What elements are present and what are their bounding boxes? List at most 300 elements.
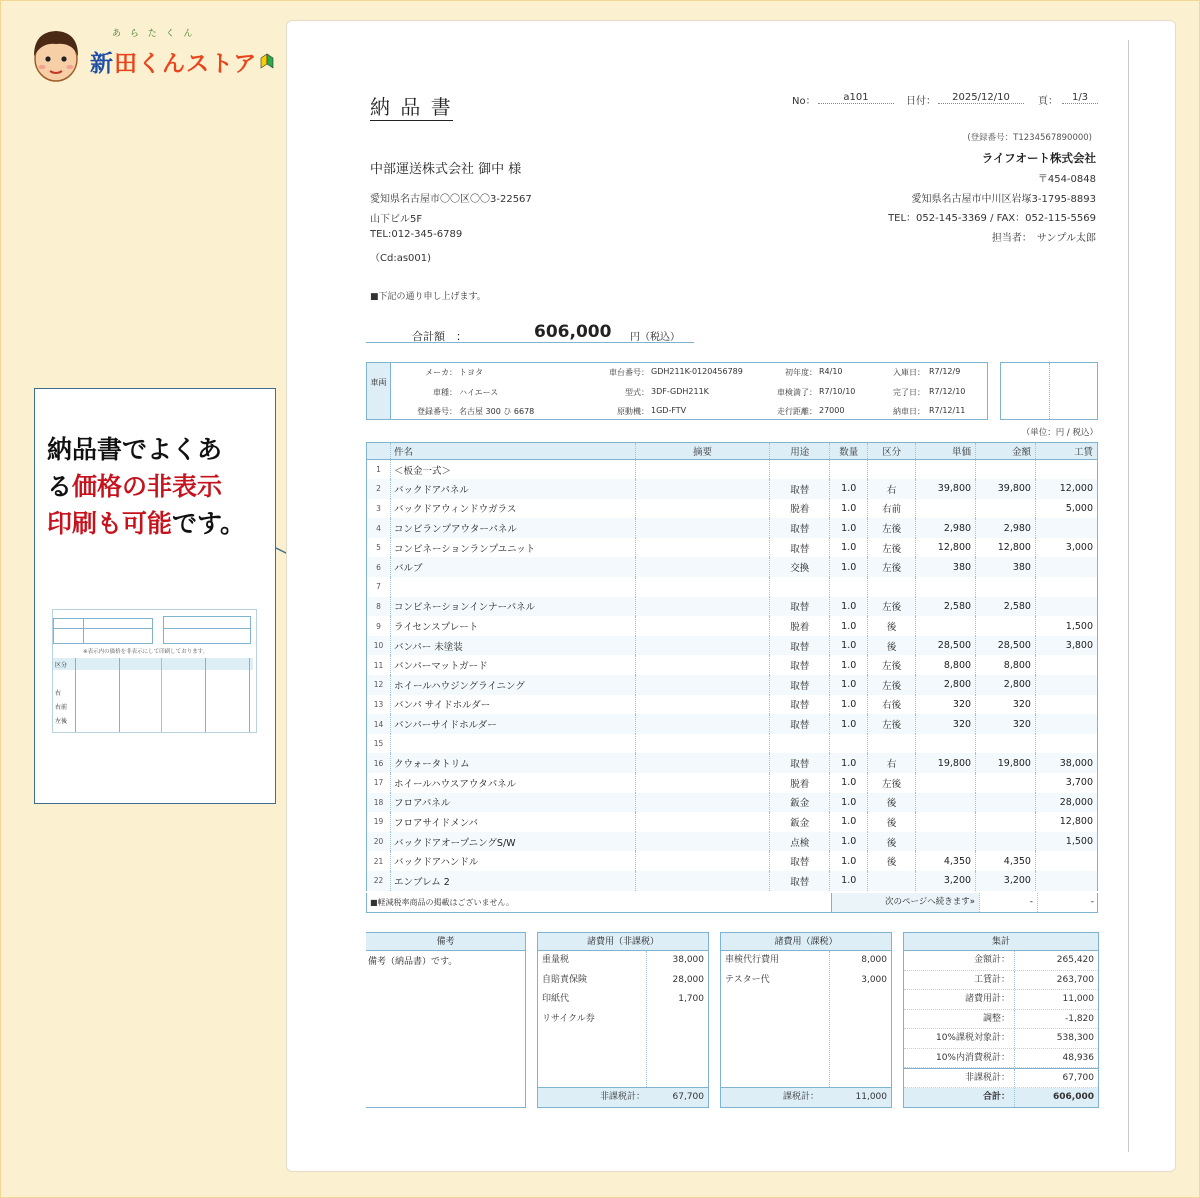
item-unit-price [916,616,976,636]
row-number: 11 [367,655,391,675]
item-use: 取替 [770,655,830,675]
item-desc [635,479,770,499]
logo-char-1: 新 [90,50,114,77]
customer-address-2: 山下ビル5F [370,214,423,225]
row-number: 19 [367,812,391,832]
table-row [367,460,1098,480]
row-number: 12 [367,675,391,695]
item-use: 脱着 [770,616,830,636]
company-zip: 〒454-0848 [1037,174,1096,185]
item-unit-price [916,499,976,519]
item-name: バックドアハンドル [390,851,635,871]
item-use [770,734,830,754]
item-unit-price [916,773,976,793]
logo-ruby: あ ら た く ん [112,29,196,39]
item-qty: 1.0 [830,518,868,538]
list-item: テスター代 3,000 [725,974,887,985]
customer-tel: TEL:012-345-6789 [370,229,463,240]
item-labor: 12,800 [1035,812,1097,832]
item-labor [1035,518,1097,538]
total-unit: 円（税込） [630,332,680,343]
items-table [366,442,1098,891]
vehicle-side-label: 車両 [367,363,391,419]
item-use: 取替 [770,538,830,558]
col-header-item-unit-price: 単価 [916,443,976,460]
item-labor: 3,700 [1035,773,1097,793]
table-row [367,851,1098,871]
vehicle-info-box: 車両 メーカ： トヨタ 車種： ハイエース 登録番号： 名古屋 300 ひ 6678 車台番号： GDH211K-0120456789 型式： 3DF-GDH211K 原動機： 1GD-FTV 初年度： R4/10 車検満了： R7/10/10 走行距離： 27000 入庫日： R7/12/9 完了日： R7/12/10 納車日： R7/12/11 [366,362,988,420]
remarks-text: 備考（納品書）です。 [368,957,458,967]
vehicle-out-date: R7/12/11 [929,406,966,415]
table-row [367,655,1098,675]
nontax-subtotal: 非課税計： 67,700 [538,1087,708,1107]
table-row [367,557,1098,577]
item-use: 取替 [770,851,830,871]
boy-face-icon [28,26,84,84]
item-side [868,460,916,480]
table-row [367,616,1098,636]
item-side: 後 [868,616,916,636]
summary-box [903,932,1099,1108]
list-item: 重量税 38,000 [542,955,704,965]
item-desc [635,793,770,813]
item-use: 鈑金 [770,812,830,832]
item-amount: 3,200 [976,871,1036,891]
item-side: 右後 [868,695,916,715]
item-amount [976,773,1036,793]
item-name: ライセンスプレート [390,616,635,636]
row-number: 6 [367,557,391,577]
stamp-box [1000,362,1098,420]
taxable-subtotal: 課税計： 11,000 [721,1087,891,1107]
list-item: 自賠責保険 28,000 [542,974,704,985]
summary-row: 工賃計： 263,700 [904,971,1098,991]
table-row [367,538,1098,558]
item-side [868,577,916,597]
item-use [770,460,830,480]
item-qty: 1.0 [830,871,868,891]
company-address: 愛知県名古屋市中川区岩塚3-1795-8893 [911,194,1096,205]
item-qty: 1.0 [830,479,868,499]
item-desc [635,499,770,519]
item-amount: 2,800 [976,675,1036,695]
footer-labor-dash: - [1037,893,1098,912]
item-side: 右 [868,753,916,773]
item-amount [976,499,1036,519]
item-name: コンビランプアウターパネル [390,518,635,538]
item-use: 取替 [770,479,830,499]
row-number: 20 [367,832,391,852]
vehicle-done-date: R7/12/10 [929,387,966,396]
item-labor [1035,597,1097,617]
list-item: リサイクル券 [542,1014,595,1025]
remarks-box [366,932,526,1108]
col-header-row-number [367,443,391,460]
item-unit-price [916,734,976,754]
list-item: 車検代行費用 8,000 [725,955,887,965]
item-desc [635,871,770,891]
item-desc [635,460,770,480]
item-qty: 1.0 [830,812,868,832]
item-unit-price: 12,800 [916,538,976,558]
item-qty: 1.0 [830,753,868,773]
item-labor: 12,000 [1035,479,1097,499]
item-side: 後 [868,851,916,871]
page-label: 頁： [1038,96,1058,107]
nontax-title: 諸費用（非課税） [538,933,708,951]
item-side: 左後 [868,773,916,793]
row-number: 4 [367,518,391,538]
item-side: 左後 [868,655,916,675]
table-row [367,577,1098,597]
item-unit-price: 4,350 [916,851,976,871]
total-label: 合計額 ： [412,330,467,343]
col-header-item-labor: 工賃 [1035,443,1097,460]
items-footer [366,893,1098,913]
table-row [367,871,1098,891]
item-qty: 1.0 [830,499,868,519]
no-value: a101 [818,92,894,104]
date-value: 2025/12/10 [938,92,1024,104]
item-amount [976,616,1036,636]
table-row [367,518,1098,538]
item-use: 交換 [770,557,830,577]
item-amount [976,734,1036,754]
vehicle-in-date: R7/12/9 [929,367,961,376]
item-use: 取替 [770,597,830,617]
item-side: 後 [868,832,916,852]
item-use: 取替 [770,695,830,715]
item-name: フロアパネル [390,793,635,813]
col-header-item-name: 件名 [390,443,635,460]
item-labor: 3,800 [1035,636,1097,656]
item-desc [635,518,770,538]
page-value: 1/3 [1062,92,1098,104]
item-name: バックドアオープニングS/W [390,832,635,852]
item-amount: 4,350 [976,851,1036,871]
item-side: 左後 [868,714,916,734]
registration-number: (登録番号：T1234567890000) [967,133,1092,143]
row-number: 18 [367,793,391,813]
item-labor [1035,714,1097,734]
item-use: 取替 [770,871,830,891]
remarks-title: 備考 [366,933,525,951]
item-name [390,577,635,597]
table-row [367,636,1098,656]
date-label: 日付： [906,96,936,107]
item-amount: 2,980 [976,518,1036,538]
store-logo [28,24,278,86]
item-desc [635,655,770,675]
item-labor: 38,000 [1035,753,1097,773]
item-name: コンビネーションインナーパネル [390,597,635,617]
summary-row: 合計： 606,000 [904,1088,1098,1108]
company-tel-fax: TEL：052-145-3369 / FAX：052-115-5569 [888,213,1096,224]
col-header-item-use: 用途 [770,443,830,460]
item-name: バックドアウィンドウガラス [390,499,635,519]
item-labor: 1,500 [1035,832,1097,852]
item-labor [1035,460,1097,480]
item-amount: 39,800 [976,479,1036,499]
item-name: クウォータトリム [390,753,635,773]
item-unit-price: 320 [916,714,976,734]
item-name: バンパーサイドホルダー [390,714,635,734]
row-number: 15 [367,734,391,754]
item-name: バンパー 未塗装 [390,636,635,656]
taxable-box [720,932,892,1108]
item-qty: 1.0 [830,538,868,558]
item-side: 左後 [868,597,916,617]
table-row [367,695,1098,715]
summary-row: 調整： -1,820 [904,1010,1098,1030]
notice-text: ■下記の通り申し上げます。 [370,292,486,302]
item-unit-price [916,793,976,813]
vehicle-mileage: 27000 [819,406,845,415]
nontax-box [537,932,709,1108]
no-label: No： [792,96,816,107]
item-desc [635,851,770,871]
table-row [367,597,1098,617]
row-number: 3 [367,499,391,519]
next-page-note: 次のページへ続きます» [831,893,979,912]
item-labor [1035,577,1097,597]
table-row [367,773,1098,793]
item-side [868,734,916,754]
item-labor [1035,675,1097,695]
item-amount: 2,580 [976,597,1036,617]
item-use: 脱着 [770,499,830,519]
item-labor: 3,000 [1035,538,1097,558]
table-row [367,714,1098,734]
row-number: 2 [367,479,391,499]
item-desc [635,695,770,715]
row-number: 22 [367,871,391,891]
item-labor [1035,557,1097,577]
item-name [390,734,635,754]
item-use: 脱着 [770,773,830,793]
item-side: 後 [868,812,916,832]
item-name: バンパ サイドホルダー [390,695,635,715]
item-desc [635,577,770,597]
item-use: 取替 [770,753,830,773]
item-name: フロアサイドメンバ [390,812,635,832]
taxable-title: 諸費用（課税） [721,933,891,951]
item-qty: 1.0 [830,851,868,871]
item-amount: 380 [976,557,1036,577]
row-number: 17 [367,773,391,793]
item-desc [635,538,770,558]
item-unit-price: 19,800 [916,753,976,773]
table-row [367,675,1098,695]
item-use: 取替 [770,518,830,538]
item-unit-price: 320 [916,695,976,715]
item-amount: 320 [976,714,1036,734]
summary-row: 諸費用計： 11,000 [904,990,1098,1010]
item-labor: 28,000 [1035,793,1097,813]
item-desc [635,773,770,793]
vehicle-chassis: GDH211K-0120456789 [651,367,743,376]
footer-note: ■軽減税率商品の掲載はございません。 [370,898,515,907]
item-desc [635,753,770,773]
item-name: ホイールハウスアウタパネル [390,773,635,793]
item-unit-price: 39,800 [916,479,976,499]
item-desc [635,714,770,734]
vehicle-first-year: R4/10 [819,367,843,376]
mini-preview: ※表示内の価格を非表示にして印刷しております。 区分 右 右前 左後 [52,609,257,733]
item-use: 鈑金 [770,793,830,813]
callout-box [34,388,276,804]
item-name: エンブレム 2 [390,871,635,891]
summary-row: 10%内消費税計： 48,936 [904,1049,1098,1069]
item-desc [635,636,770,656]
item-unit-price: 8,800 [916,655,976,675]
item-desc [635,734,770,754]
item-labor [1035,695,1097,715]
table-row [367,753,1098,773]
item-qty: 1.0 [830,636,868,656]
item-amount [976,793,1036,813]
col-header-item-desc: 摘要 [635,443,770,460]
item-name: バックドアパネル [390,479,635,499]
customer-address-1: 愛知県名古屋市〇〇区〇〇3-22567 [370,194,532,205]
item-use: 取替 [770,675,830,695]
row-number: 21 [367,851,391,871]
item-unit-price [916,460,976,480]
row-number: 5 [367,538,391,558]
company-staff: 担当者： サンプル太郎 [991,233,1096,244]
table-row [367,793,1098,813]
item-side: 右 [868,479,916,499]
item-name: ホイールハウジングライニング [390,675,635,695]
company-name: ライフオート株式会社 [981,151,1096,165]
item-qty: 1.0 [830,597,868,617]
item-amount [976,812,1036,832]
doc-title: 納 品 書 [370,95,453,119]
row-number: 1 [367,460,391,480]
row-number: 16 [367,753,391,773]
row-number: 9 [367,616,391,636]
logo-text [90,38,274,84]
col-header-item-side: 区分 [868,443,916,460]
item-side: 左後 [868,538,916,558]
item-unit-price [916,577,976,597]
item-side: 左後 [868,557,916,577]
row-number: 10 [367,636,391,656]
item-qty: 1.0 [830,616,868,636]
item-side: 後 [868,636,916,656]
summary-row: 非課税計： 67,700 [904,1068,1098,1088]
footer-amount-dash: - [979,893,1037,912]
beginner-leaf-icon [260,52,274,70]
item-qty: 1.0 [830,714,868,734]
item-qty: 1.0 [830,793,868,813]
row-number: 7 [367,577,391,597]
item-qty [830,460,868,480]
customer-name: 中部運送株式会社 御中 様 [370,162,522,177]
item-unit-price: 28,500 [916,636,976,656]
vehicle-engine: 1GD-FTV [651,406,687,415]
item-qty: 1.0 [830,695,868,715]
item-amount: 28,500 [976,636,1036,656]
item-use [770,577,830,597]
item-side: 左後 [868,675,916,695]
item-use: 取替 [770,636,830,656]
callout-text: 納品書でよくあ る価格の非表示 印刷も可能です。 [47,435,246,538]
summary-title: 集計 [904,933,1098,951]
item-desc [635,557,770,577]
item-unit-price [916,832,976,852]
item-use: 点検 [770,832,830,852]
item-amount: 12,800 [976,538,1036,558]
vehicle-plate: 名古屋 300 ひ 6678 [459,407,535,416]
item-amount [976,460,1036,480]
item-amount: 8,800 [976,655,1036,675]
table-row [367,734,1098,754]
row-number: 8 [367,597,391,617]
item-amount: 320 [976,695,1036,715]
item-labor [1035,655,1097,675]
logo-char-2: 田 [114,50,138,77]
row-number: 13 [367,695,391,715]
item-labor [1035,871,1097,891]
item-side: 後 [868,793,916,813]
item-qty: 1.0 [830,655,868,675]
item-qty: 1.0 [830,557,868,577]
summary-row: 金額計： 265,420 [904,951,1098,971]
customer-code: （Cd:as001) [370,253,432,264]
vehicle-inspection: R7/10/10 [819,387,856,396]
item-name: ＜板金一式＞ [390,460,635,480]
summary-row: 10%課税対象計： 538,300 [904,1029,1098,1049]
table-row [367,812,1098,832]
total-value: 606,000 [534,322,612,342]
row-number: 14 [367,714,391,734]
logo-char-3: くんストア [138,50,258,77]
item-qty: 1.0 [830,832,868,852]
item-unit-price: 2,800 [916,675,976,695]
item-unit-price: 3,200 [916,871,976,891]
item-unit-price: 2,980 [916,518,976,538]
item-qty [830,577,868,597]
mini-note: ※表示内の価格を非表示にして印刷しております。 [83,649,209,655]
table-row [367,479,1098,499]
item-qty: 1.0 [830,675,868,695]
item-labor [1035,851,1097,871]
item-desc [635,675,770,695]
item-name: バルブ [390,557,635,577]
item-name: バンパーマットガード [390,655,635,675]
item-amount: 19,800 [976,753,1036,773]
item-amount [976,577,1036,597]
unit-note: （単位：円 / 税込） [1021,428,1098,438]
item-side [868,871,916,891]
item-unit-price: 2,580 [916,597,976,617]
paper-edge-line [1128,40,1129,1152]
col-header-item-amount: 金額 [976,443,1036,460]
vehicle-maker: トヨタ [459,368,483,377]
list-item: 印紙代 1,700 [542,994,704,1005]
item-labor: 5,000 [1035,499,1097,519]
item-side: 右前 [868,499,916,519]
item-desc [635,616,770,636]
vehicle-model: ハイエース [459,388,499,397]
items-header-row [367,443,1098,460]
table-row [367,832,1098,852]
item-desc [635,812,770,832]
item-unit-price [916,812,976,832]
total-box [366,322,694,343]
item-qty [830,734,868,754]
